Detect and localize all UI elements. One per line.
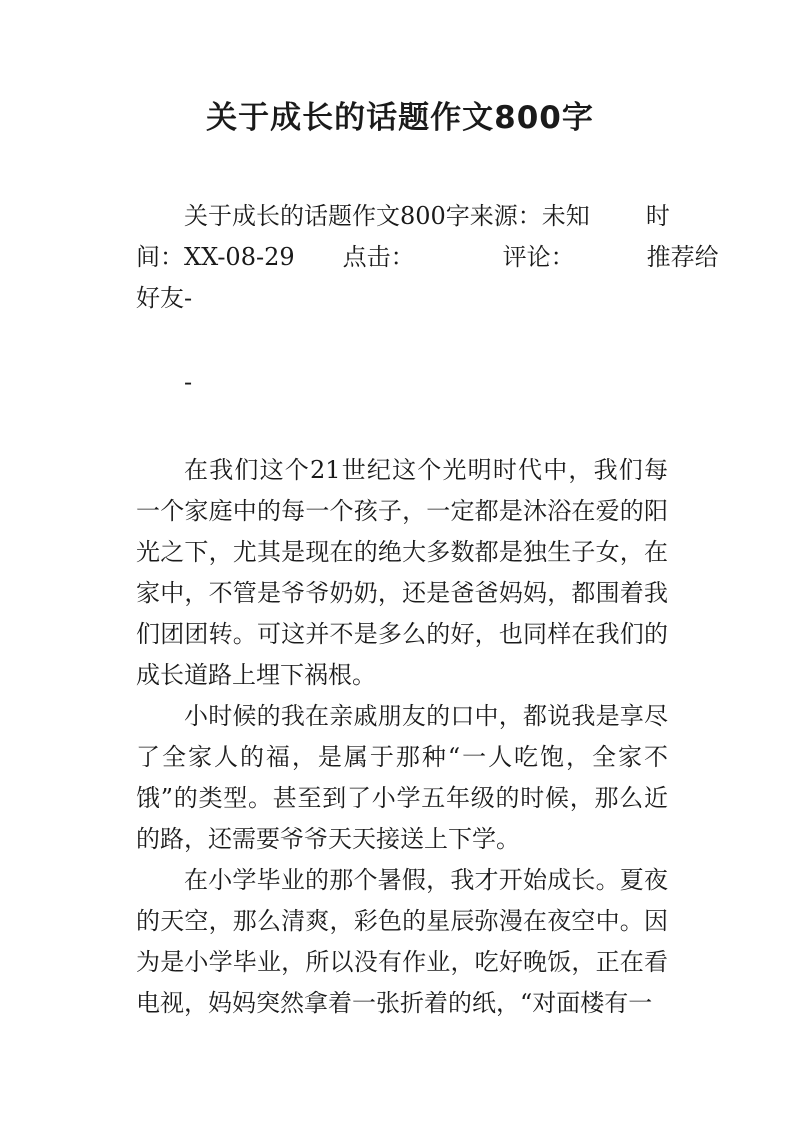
article-meta bbox=[136, 196, 719, 319]
meta-source: 关于成长的话题作文800字来源：未知 bbox=[184, 202, 590, 230]
meta-recommend: 推荐给 bbox=[646, 243, 719, 271]
meta-time-label: 时 bbox=[645, 202, 670, 230]
meta-line-1 bbox=[136, 196, 668, 237]
separator-dash: - bbox=[184, 368, 193, 396]
meta-clicks: 点击： bbox=[342, 243, 415, 271]
meta-friends: 好友- bbox=[136, 284, 193, 312]
meta-line-2 bbox=[136, 237, 719, 278]
paragraph-3: 在小学毕业的那个暑假，我才开始成长。夏夜的天空，那么清爽，彩色的星辰弥漫在夜空中。因为是小学毕业，所以没有作业，吃好晚饭，正在看电视，妈妈突然拿着一张折着的纸，“对面楼有一 bbox=[136, 866, 668, 1017]
paragraph-2: 小时候的我在亲戚朋友的口中，都说我是享尽了全家人的福，是属于那种“一人吃饱，全家不饿”的类型。甚至到了小学五年级的时候，那么近的路，还需要爷爷天天接送上下学。 bbox=[136, 702, 668, 853]
meta-time-value: 间：XX-08-29 bbox=[136, 243, 295, 271]
meta-line-3 bbox=[136, 278, 668, 319]
meta-comments: 评论： bbox=[502, 243, 575, 271]
document-title: 关于成长的话题作文800字 bbox=[206, 100, 594, 136]
paragraph-1: 在我们这个21世纪这个光明时代中，我们每一个家庭中的每一个孩子，一定都是沐浴在爱的阳光之下，尤其是现在的绝大多数都是独生子女，在家中，不管是爷爷奶奶，还是爸爸妈妈，都围着我们团团转。可这并不是多么的好，也同样在我们的成长道路上埋下祸根。 bbox=[136, 456, 668, 689]
article-body bbox=[136, 450, 668, 1024]
